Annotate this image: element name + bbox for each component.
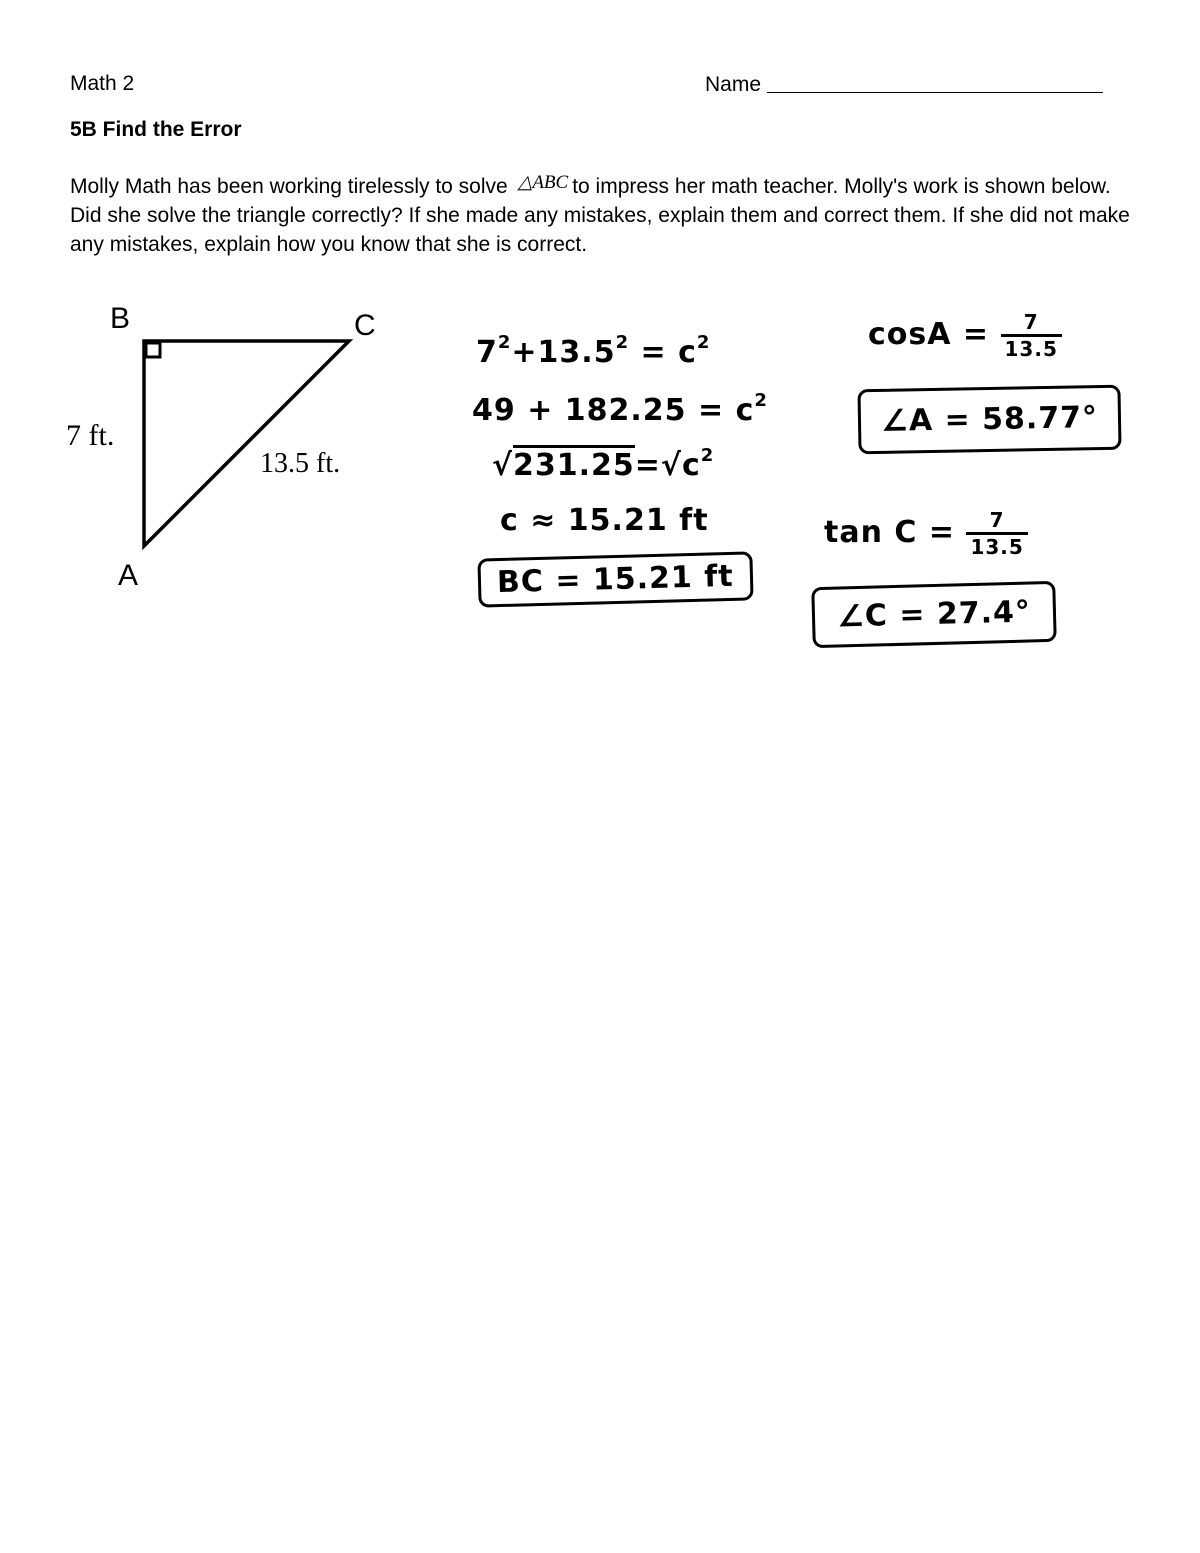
tan-numerator: 7 (966, 508, 1027, 535)
cos-numerator: 7 (1001, 310, 1062, 337)
work-line3-rhs: =√c (634, 448, 701, 483)
vertex-label-b: B (110, 302, 131, 335)
work-line2-text: 49 + 182.25 = c (472, 393, 755, 428)
work-line-pythagorean (476, 332, 710, 370)
work-line-tangent (824, 508, 1028, 559)
cos-label: cosA = (868, 317, 990, 352)
work-line-squares (472, 390, 768, 428)
triangle-symbol: △ABC (517, 172, 569, 193)
tan-denominator: 13.5 (970, 535, 1024, 559)
tan-label: tan C = (824, 515, 955, 550)
work-line-cosine (868, 310, 1062, 361)
work-line1-a: 7 (476, 335, 498, 370)
right-angle-marker (146, 343, 160, 357)
vertex-label-a: A (118, 559, 139, 592)
work-line1-mid: +13.5 (511, 335, 616, 370)
answer-box-angle-c: ∠C = 27.4° (811, 581, 1056, 648)
work-line1-rhs: = c (640, 335, 697, 370)
work-line1-rhs-exponent: 2 (696, 332, 711, 353)
cos-fraction (1001, 310, 1062, 361)
triangle-shape (144, 341, 349, 546)
prompt-text-start: Molly Math has been working tirelessly to solve (70, 175, 508, 198)
work-line1-a-exponent: 2 (497, 332, 512, 353)
course-label: Math 2 (70, 72, 135, 95)
name-field (705, 72, 1103, 97)
vertex-label-c: C (354, 309, 376, 342)
side-label-ac: 13.5 ft. (260, 448, 341, 479)
cos-denominator: 13.5 (1004, 337, 1058, 361)
prompt-text-end: to impress her math teacher. Molly's work is shown below. Did she solve the triangle correctly? If she made any mistakes, explain them and correct them. If she did not make any mistakes, explain how you know that she is correct. (70, 175, 1130, 256)
radical-icon: √ (492, 448, 514, 483)
name-label: Name (705, 73, 762, 96)
work-line-approx: c ≈ 15.21 ft (500, 503, 709, 538)
work-line3-radicand: 231.25 (513, 445, 635, 483)
work-line2-exponent: 2 (754, 390, 768, 411)
answer-box-angle-a: ∠A = 58.77° (857, 385, 1121, 455)
answer-box-bc: BC = 15.21 ft (477, 551, 753, 607)
work-line-square-root (492, 445, 714, 483)
side-label-ab: 7 ft. (66, 419, 115, 452)
work-line3-exponent: 2 (700, 445, 715, 466)
tan-fraction (966, 508, 1027, 559)
triangle-diagram (60, 295, 380, 595)
work-line1-b-exponent: 2 (615, 332, 630, 353)
problem-prompt (70, 168, 1135, 259)
worksheet-title: 5B Find the Error (70, 118, 242, 141)
name-line[interactable] (767, 72, 1103, 93)
